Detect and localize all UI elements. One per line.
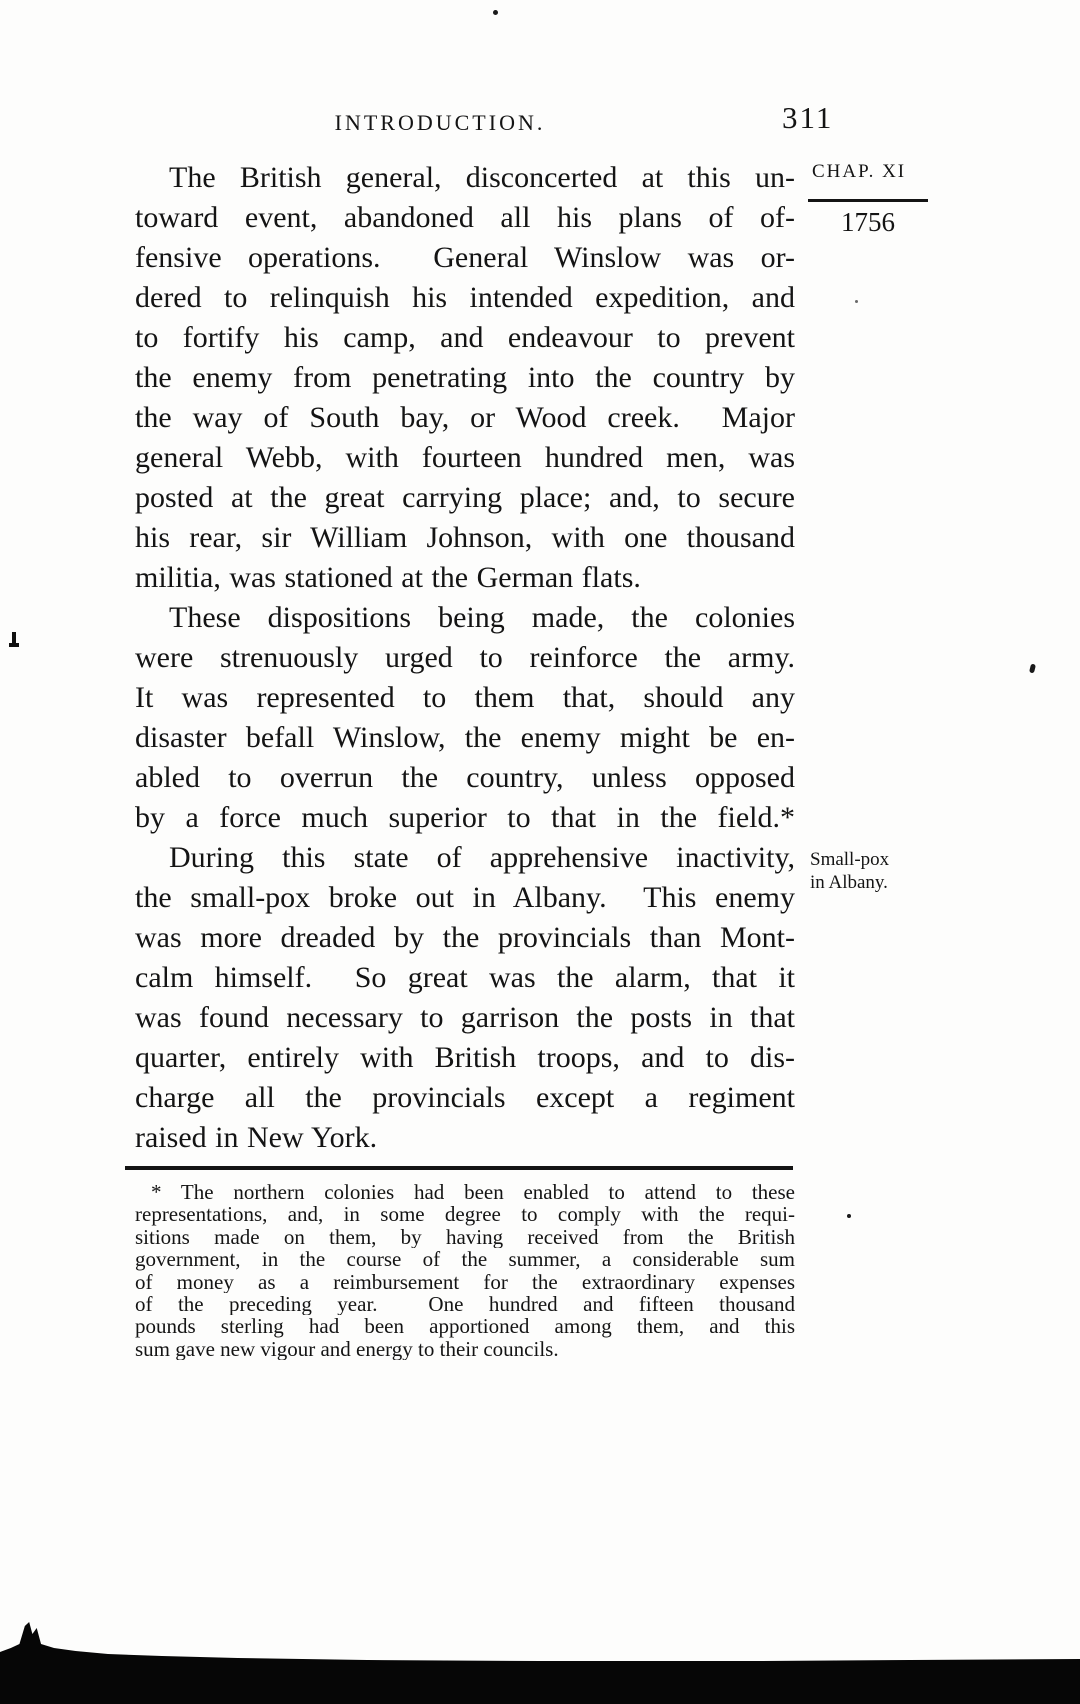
scan-speck	[9, 643, 19, 647]
body-text	[135, 158, 795, 1158]
text-line: of money as a reimbursement for the extraordinary expenses	[135, 1270, 795, 1293]
text-line: government, in the course of the summer, a considerable sum	[135, 1248, 795, 1271]
text-line: militia, was stationed at the German flats.	[135, 561, 641, 594]
text-line: disaster befall Winslow, the enemy might be en-	[135, 721, 795, 754]
text-line: to fortify his camp, and endeavour to prevent	[135, 321, 795, 354]
text-line: * The northern colonies had been enabled to attend to these	[151, 1181, 795, 1204]
text-line: toward event, abandoned all his plans of of-	[135, 201, 795, 234]
text-line: by a force much superior to that in the field.*	[135, 801, 795, 834]
running-header: INTRODUCTION.	[334, 110, 546, 135]
text-line: sitions made on them, by having received from the British	[135, 1225, 795, 1249]
text-line: in Albany.	[810, 872, 888, 893]
text-line: quarter, entirely with British troops, and to dis-	[135, 1041, 795, 1074]
text-line: representations, and, in some degree to comply with the requi-	[135, 1203, 795, 1226]
text-line: These dispositions being made, the colonies	[169, 601, 795, 634]
text-line: was found necessary to garrison the posts in that	[135, 1001, 795, 1034]
text-line: was more dreaded by the provincials than Mont-	[135, 921, 795, 954]
footnote-separator-rule	[125, 1166, 793, 1170]
text-line: his rear, sir William Johnson, with one thousand	[135, 521, 795, 554]
scan-speck	[1029, 664, 1036, 674]
page-number: 311	[782, 100, 834, 135]
paragraph-3	[135, 838, 795, 1158]
text-line: of the preceding year. One hundred and fifteen thousand	[135, 1292, 795, 1316]
scan-artifact-band	[0, 1618, 1080, 1704]
margin-rule	[808, 199, 928, 202]
text-line: posted at the great carrying place; and, to secure	[135, 481, 795, 514]
text-line: the enemy from penetrating into the country by	[135, 361, 795, 394]
text-line: The British general, disconcerted at this un-	[169, 161, 795, 194]
margin-year-label: 1756	[841, 207, 895, 237]
text-line: fensive operations. General Winslow was or-	[135, 241, 795, 274]
scan-speck	[847, 1214, 851, 1218]
text-line: the small-pox broke out in Albany. This enemy	[135, 881, 795, 914]
text-line: calm himself. So great was the alarm, that it	[135, 961, 795, 994]
text-line: pounds sterling had been apportioned among them, and this	[135, 1315, 795, 1338]
text-line: general Webb, with fourteen hundred men, was	[135, 441, 795, 474]
margin-chapter-label: CHAP. XI	[812, 161, 907, 182]
text-line: raised in New York.	[135, 1121, 378, 1154]
text-line: sum gave new vigour and energy to their councils.	[135, 1337, 559, 1361]
text-line: It was represented to them that, should any	[135, 681, 795, 714]
text-line: abled to overrun the country, unless opposed	[135, 761, 795, 794]
text-line: were strenuously urged to reinforce the army.	[135, 641, 795, 674]
margin-note-smallpox	[810, 848, 1010, 894]
text-line: dered to relinquish his intended expedition, and	[135, 281, 795, 314]
footnote-text	[135, 1181, 795, 1360]
text-line: charge all the provincials except a regiment	[135, 1081, 795, 1114]
text-line: the way of South bay, or Wood creek. Major	[135, 401, 795, 434]
text-line: During this state of apprehensive inactivity,	[169, 841, 795, 874]
paragraph-2	[135, 598, 795, 838]
scan-speck	[493, 10, 498, 15]
paragraph-1	[135, 158, 795, 598]
scan-speck	[855, 300, 858, 303]
text-line: Small-pox	[810, 849, 890, 870]
